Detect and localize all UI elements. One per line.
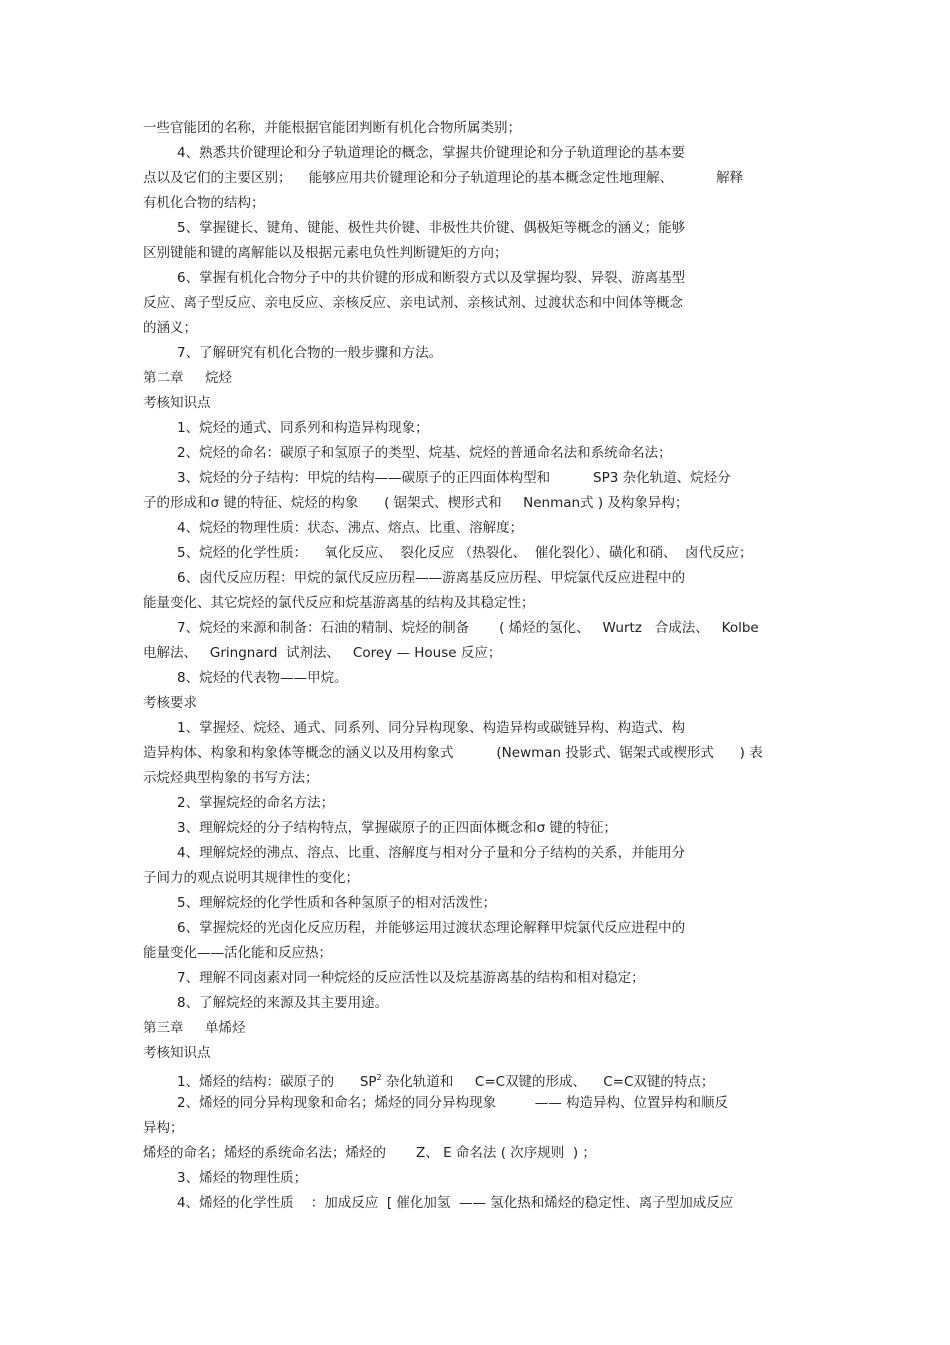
text-line: 示烷烃典型构象的书写方法； bbox=[143, 770, 319, 786]
text-line bbox=[177, 1069, 714, 1091]
text-line: 5、掌握键长、键角、键能、极性共价键、非极性共价键、偶极矩等概念的涵义；能够 bbox=[177, 220, 686, 236]
text-line: 的涵义； bbox=[143, 320, 197, 336]
text-line: 5、理解烷烃的化学性质和各种氢原子的相对活泼性； bbox=[177, 895, 497, 911]
text-line: 7、了解研究有机化合物的一般步骤和方法。 bbox=[177, 345, 443, 361]
text-line: 3、烯烃的物理性质； bbox=[177, 1170, 308, 1186]
section-heading: 考核知识点 bbox=[143, 1045, 211, 1061]
section-heading: 考核知识点 bbox=[143, 395, 211, 411]
text-line: 6、卤代反应历程：甲烷的氯代反应历程——游离基反应历程、甲烷氯代反应进程中的 bbox=[177, 570, 686, 586]
text-run: 杂化轨道和 C=C双键的形成、 C=C双键的特点； bbox=[381, 1074, 715, 1090]
text-line: 能量变化——活化能和反应热； bbox=[143, 945, 332, 961]
text-line: 有机化合物的结构； bbox=[143, 195, 265, 211]
text-line: 8、烷烃的代表物——甲烷。 bbox=[177, 670, 348, 686]
text-line: 7、理解不同卤素对同一种烷烃的反应活性以及烷基游离基的结构和相对稳定； bbox=[177, 970, 645, 986]
text-run: 1、烯烃的结构：碳原子的 SP bbox=[177, 1074, 377, 1090]
text-line: 一些官能团的名称，并能根据官能团判断有机化合物所属类别； bbox=[143, 120, 521, 136]
text-line: 4、熟悉共价键理论和分子轨道理论的概念，掌握共价键理论和分子轨道理论的基本要 bbox=[177, 145, 686, 161]
text-line: 1、掌握烃、烷烃、通式、同系列、同分异构现象、构造异构或碳链异构、构造式、构 bbox=[177, 720, 686, 736]
text-line: 2、烷烃的命名：碳原子和氢原子的类型、烷基、烷烃的普通命名法和系统命名法； bbox=[177, 445, 672, 461]
text-line: 8、了解烷烃的来源及其主要用途。 bbox=[177, 995, 389, 1011]
text-line: 能量变化、其它烷烃的氯代反应和烷基游离基的结构及其稳定性； bbox=[143, 595, 535, 611]
text-line: 1、烷烃的通式、同系列和构造异构现象； bbox=[177, 420, 429, 436]
text-line: 4、烷烃的物理性质：状态、沸点、熔点、比重、溶解度； bbox=[177, 520, 524, 536]
text-line: 4、烯烃的化学性质 ：加成反应 [ 催化加氢 —— 氢化热和烯烃的稳定性、离子型加成反应 bbox=[177, 1195, 734, 1211]
chapter-heading: 第三章 单烯烃 bbox=[143, 1020, 246, 1036]
text-line: 区别键能和键的离解能以及根据元素电负性判断键矩的方向； bbox=[143, 245, 508, 261]
text-line: 反应、离子型反应、亲电反应、亲核反应、亲电试剂、亲核试剂、过渡状态和中间体等概念 bbox=[143, 295, 683, 311]
section-heading: 考核要求 bbox=[143, 695, 197, 711]
text-line: 3、烷烃的分子结构：甲烷的结构——碳原子的正四面体构型和 SP3 杂化轨道、烷烃分 bbox=[177, 470, 731, 486]
text-line: 2、掌握烷烃的命名方法； bbox=[177, 795, 335, 811]
text-line: 异构； bbox=[143, 1120, 184, 1136]
text-line: 点以及它们的主要区别； 能够应用共价键理论和分子轨道理论的基本概念定性地理解、 解释 bbox=[143, 170, 744, 186]
text-line: 子的形成和σ 键的特征、烷烃的构象 ( 锯架式、楔形式和 Nenman式 ) 及构象异构； bbox=[143, 495, 689, 511]
text-line: 4、理解烷烃的沸点、溶点、比重、溶解度与相对分子量和分子结构的关系，并能用分 bbox=[177, 845, 686, 861]
text-line: 7、烷烃的来源和制备：石油的精制、烷烃的制备 ( 烯烃的氢化、 Wurtz 合成法、 Kolbe bbox=[177, 620, 759, 636]
text-line: 烯烃的命名；烯烃的系统命名法；烯烃的 Z、 E 命名法 ( 次序规则 ) ； bbox=[143, 1145, 596, 1161]
text-line: 3、理解烷烃的分子结构特点，掌握碳原子的正四面体概念和σ 键的特征； bbox=[177, 820, 617, 836]
text-line: 电解法、 Gringnard 试剂法、 Corey — House 反应； bbox=[143, 645, 502, 661]
chapter-heading: 第二章 烷烃 bbox=[143, 370, 232, 386]
text-line: 造异构体、构象和构象体等概念的涵义以及用构象式 (Newman 投影式、锯架式或楔形式 ) 表 bbox=[143, 745, 763, 761]
text-line: 5、烷烃的化学性质： 氧化反应、 裂化反应 （热裂化、 催化裂化）、磺化和硝、 卤代反应； bbox=[177, 545, 753, 561]
text-line: 2、烯烃的同分异构现象和命名；烯烃的同分异构现象 —— 构造异构、位置异构和顺反 bbox=[177, 1095, 729, 1111]
text-line: 6、掌握烷烃的光卤化反应历程，并能够运用过渡状态理论解释甲烷氯代反应进程中的 bbox=[177, 920, 686, 936]
superscript: 2 bbox=[376, 1073, 382, 1082]
text-line: 子间力的观点说明其规律性的变化； bbox=[143, 870, 359, 886]
text-line: 6、掌握有机化合物分子中的共价键的形成和断裂方式以及掌握均裂、异裂、游离基型 bbox=[177, 270, 686, 286]
